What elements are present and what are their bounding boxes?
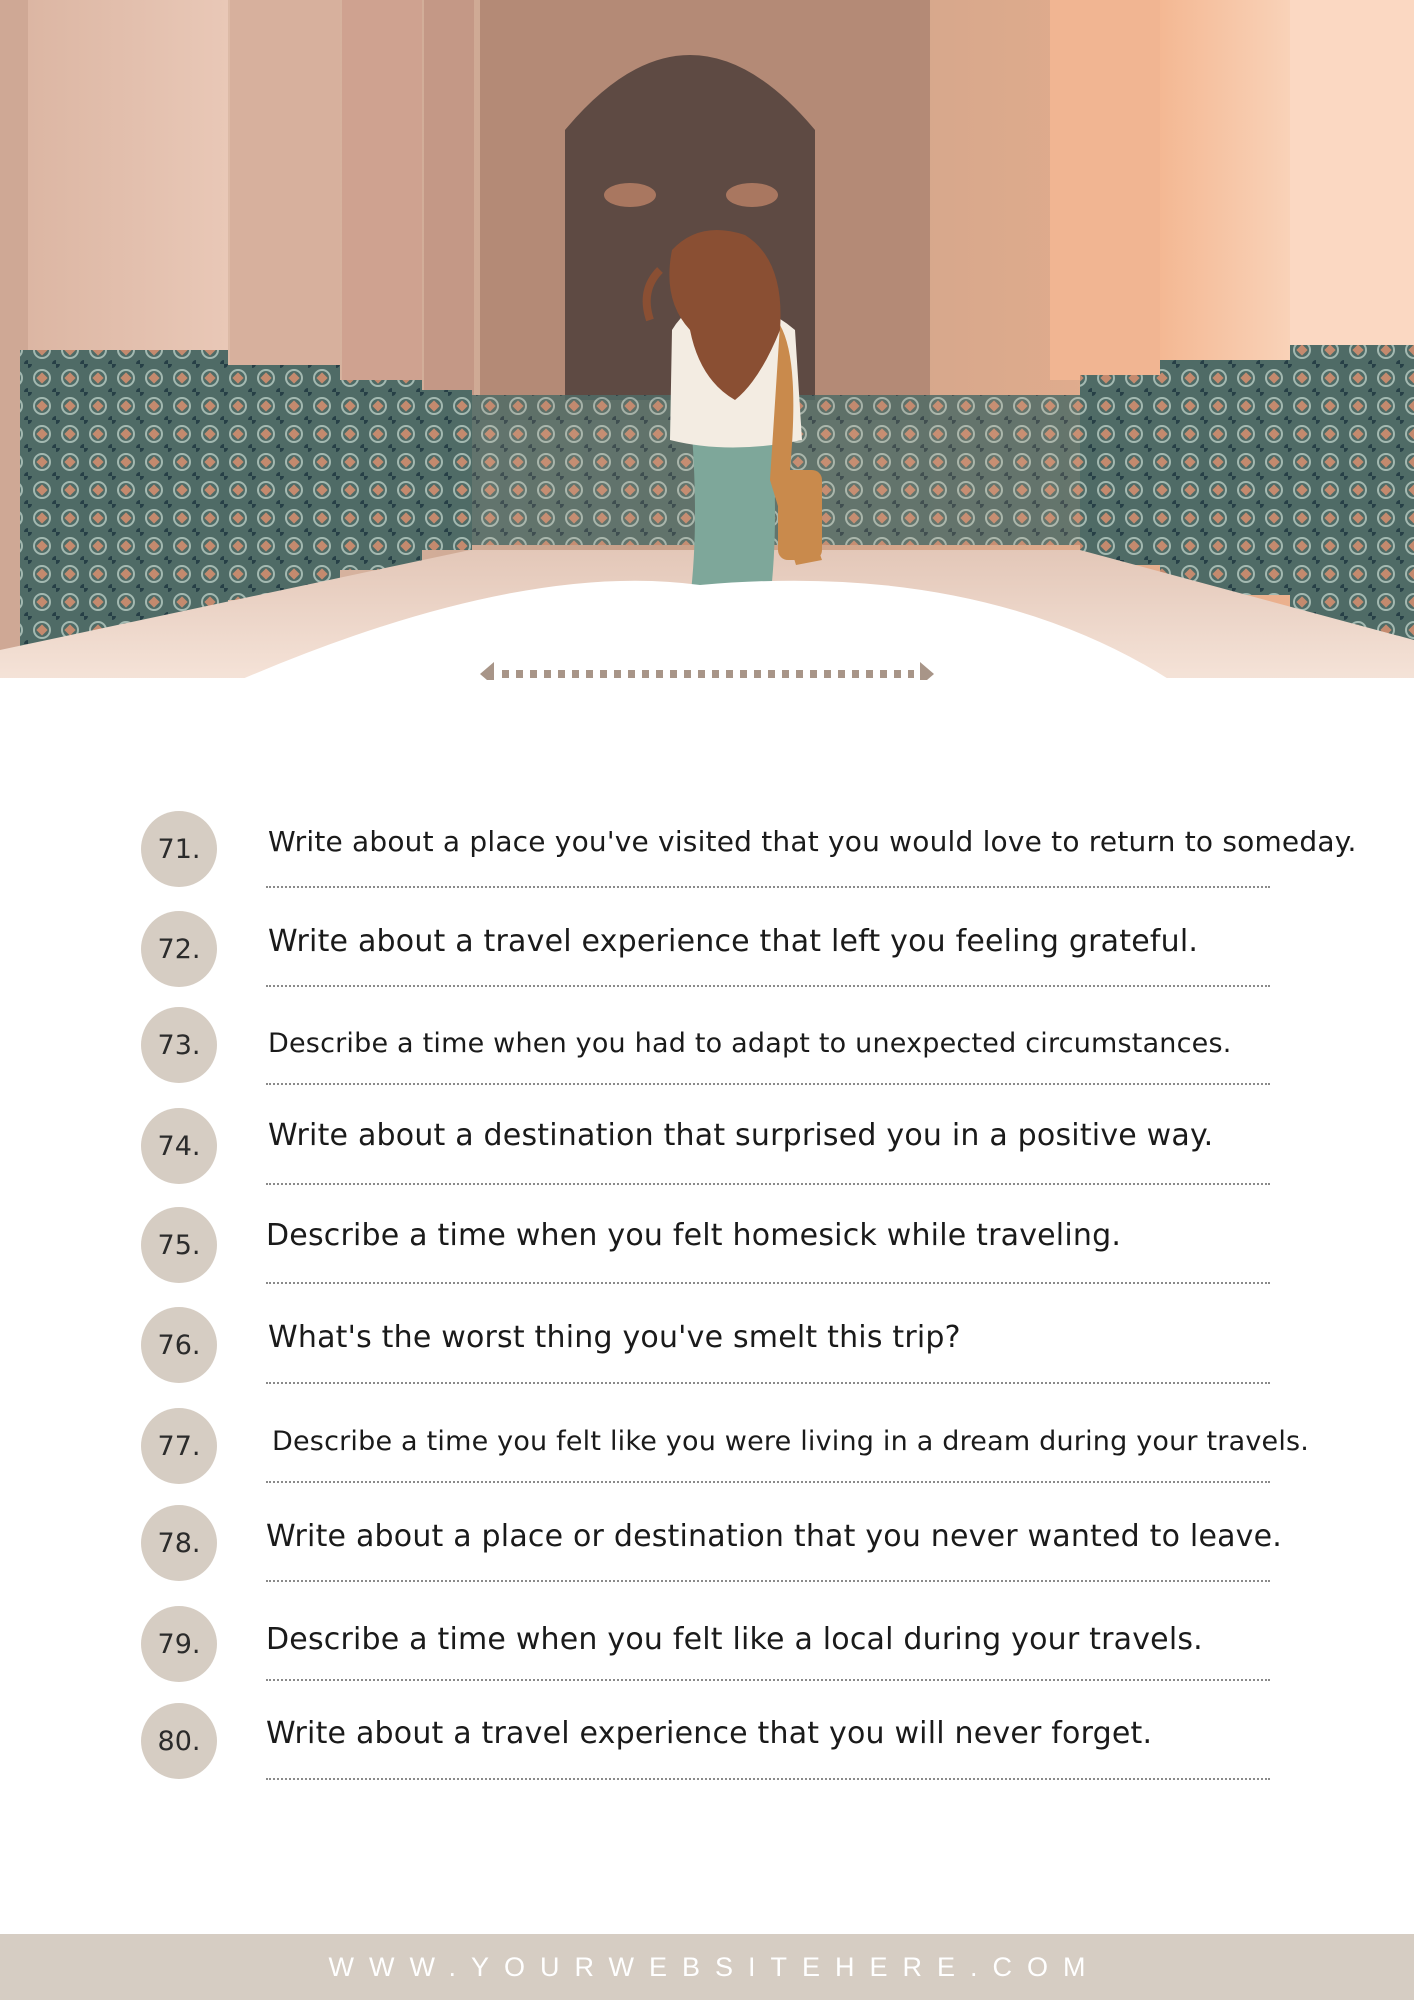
prompt-number-badge: 73.	[141, 1007, 217, 1083]
website-link[interactable]: WWW.YOURWEBSITEHERE.COM	[328, 1951, 1101, 1982]
prompt-number-badge: 75.	[141, 1207, 217, 1283]
writing-line	[266, 1580, 1270, 1582]
prompt-number-badge: 80.	[141, 1703, 217, 1779]
prompt-text: Describe a time when you had to adapt to unexpected circumstances.	[268, 1028, 1232, 1059]
prompt-text: Describe a time you felt like you were living in a dream during your travels.	[272, 1426, 1310, 1457]
prompt-number-badge: 76.	[141, 1307, 217, 1383]
prompt-text: Write about a travel experience that you will never forget.	[266, 1716, 1153, 1751]
writing-line	[266, 1183, 1270, 1185]
prompt-text: Describe a time when you felt homesick while traveling.	[266, 1218, 1122, 1253]
writing-line	[266, 1778, 1270, 1780]
footer-bar	[0, 1934, 1414, 2000]
prompt-number-badge: 78.	[141, 1505, 217, 1581]
writing-line	[266, 1382, 1270, 1384]
writing-line	[266, 886, 1270, 888]
prompt-text: Write about a travel experience that left you feeling grateful.	[268, 924, 1199, 959]
prompt-number-badge: 77.	[141, 1408, 217, 1484]
prompt-number-badge: 72.	[141, 911, 217, 987]
prompt-number-badge: 74.	[141, 1108, 217, 1184]
prompt-number-badge: 79.	[141, 1606, 217, 1682]
prompt-number-badge: 71.	[141, 811, 217, 887]
prompt-text: What's the worst thing you've smelt this trip?	[268, 1320, 961, 1355]
writing-line	[266, 1679, 1270, 1681]
prompt-text: Write about a place you've visited that you would love to return to someday.	[268, 825, 1357, 858]
writing-line	[266, 1481, 1270, 1483]
prompt-text: Write about a destination that surprised you in a positive way.	[268, 1118, 1214, 1153]
writing-line	[266, 1083, 1270, 1085]
prompt-text: Describe a time when you felt like a local during your travels.	[266, 1622, 1203, 1657]
writing-line	[266, 1282, 1270, 1284]
prompt-text: Write about a place or destination that you never wanted to leave.	[266, 1519, 1283, 1554]
writing-line	[266, 985, 1270, 987]
